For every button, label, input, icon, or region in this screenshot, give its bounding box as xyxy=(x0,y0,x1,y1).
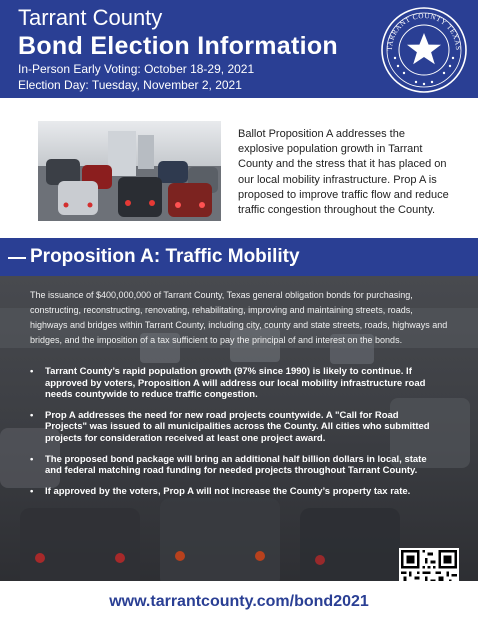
seal-text: TARRANT COUNTY TEXAS xyxy=(385,11,463,51)
proposition-bullets xyxy=(30,366,435,506)
bullet-item xyxy=(30,366,435,401)
bullet-icon: • xyxy=(30,366,34,377)
proposition-banner xyxy=(0,238,478,276)
traffic-photo xyxy=(38,121,221,221)
election-day-date: Election Day: Tuesday, November 2, 2021 xyxy=(18,78,242,92)
bullet-item xyxy=(30,410,435,445)
banner-dash xyxy=(8,257,26,259)
bullet-icon: • xyxy=(30,409,34,421)
county-seal-icon xyxy=(380,6,468,94)
proposition-paragraph: The issuance of $400,000,000 of Tarrant County, Texas general obligation bonds for purchasing, constructing, reconstructing, renovating, rehabilitating, improving and maintaining streets, roads, highways and bridges within Tarrant County, including city, county and state streets, roads, highways and bridges, and the imposition of a tax sufficient to pay the principal of and interest on the bonds. xyxy=(30,290,448,345)
bullet-icon: • xyxy=(30,485,34,497)
bond-website-link[interactable]: www.tarrantcounty.com/bond2021 xyxy=(109,593,369,610)
title-line-2: Bond Election Information xyxy=(18,32,338,60)
proposition-section xyxy=(0,238,478,619)
bullet-text: The proposed bond package will bring an additional half billion dollars in local, state and federal matching road funding for needed projects throughout Tarrant County. xyxy=(45,453,427,477)
bullet-item xyxy=(30,454,435,477)
traffic-photo-illustration xyxy=(38,121,221,221)
proposition-title: Proposition A: Traffic Mobility xyxy=(30,246,300,267)
bullet-text: Tarrant County’s rapid population growth (97% since 1990) is likely to continue. If approved by voters, Proposition A will address our local mobility infrastructure road needs countywide to reduce traffic congestion. xyxy=(45,366,426,401)
header-band xyxy=(0,0,478,98)
bullet-text: Prop A addresses the need for new road projects countywide. A "Call for Road Projects" was issued to all municipalities across the County. All cities who submitted projects for consideration received at least one project award. xyxy=(45,409,430,444)
bullet-icon: • xyxy=(30,453,34,465)
bullet-text: If approved by the voters, Prop A will not increase the County’s property tax rate. xyxy=(45,485,411,497)
early-voting-dates: In-Person Early Voting: October 18-29, 2021 xyxy=(18,62,255,76)
bullet-item xyxy=(30,486,435,498)
intro-text: Ballot Proposition A addresses the explosive population growth in Tarrant County and the stress that it has placed on our local mobility infrastructure. Prop A is proposed to improve traffic flow and reduce traffic congestion throughout the County. xyxy=(238,128,449,217)
title-line-1: Tarrant County xyxy=(18,5,163,30)
